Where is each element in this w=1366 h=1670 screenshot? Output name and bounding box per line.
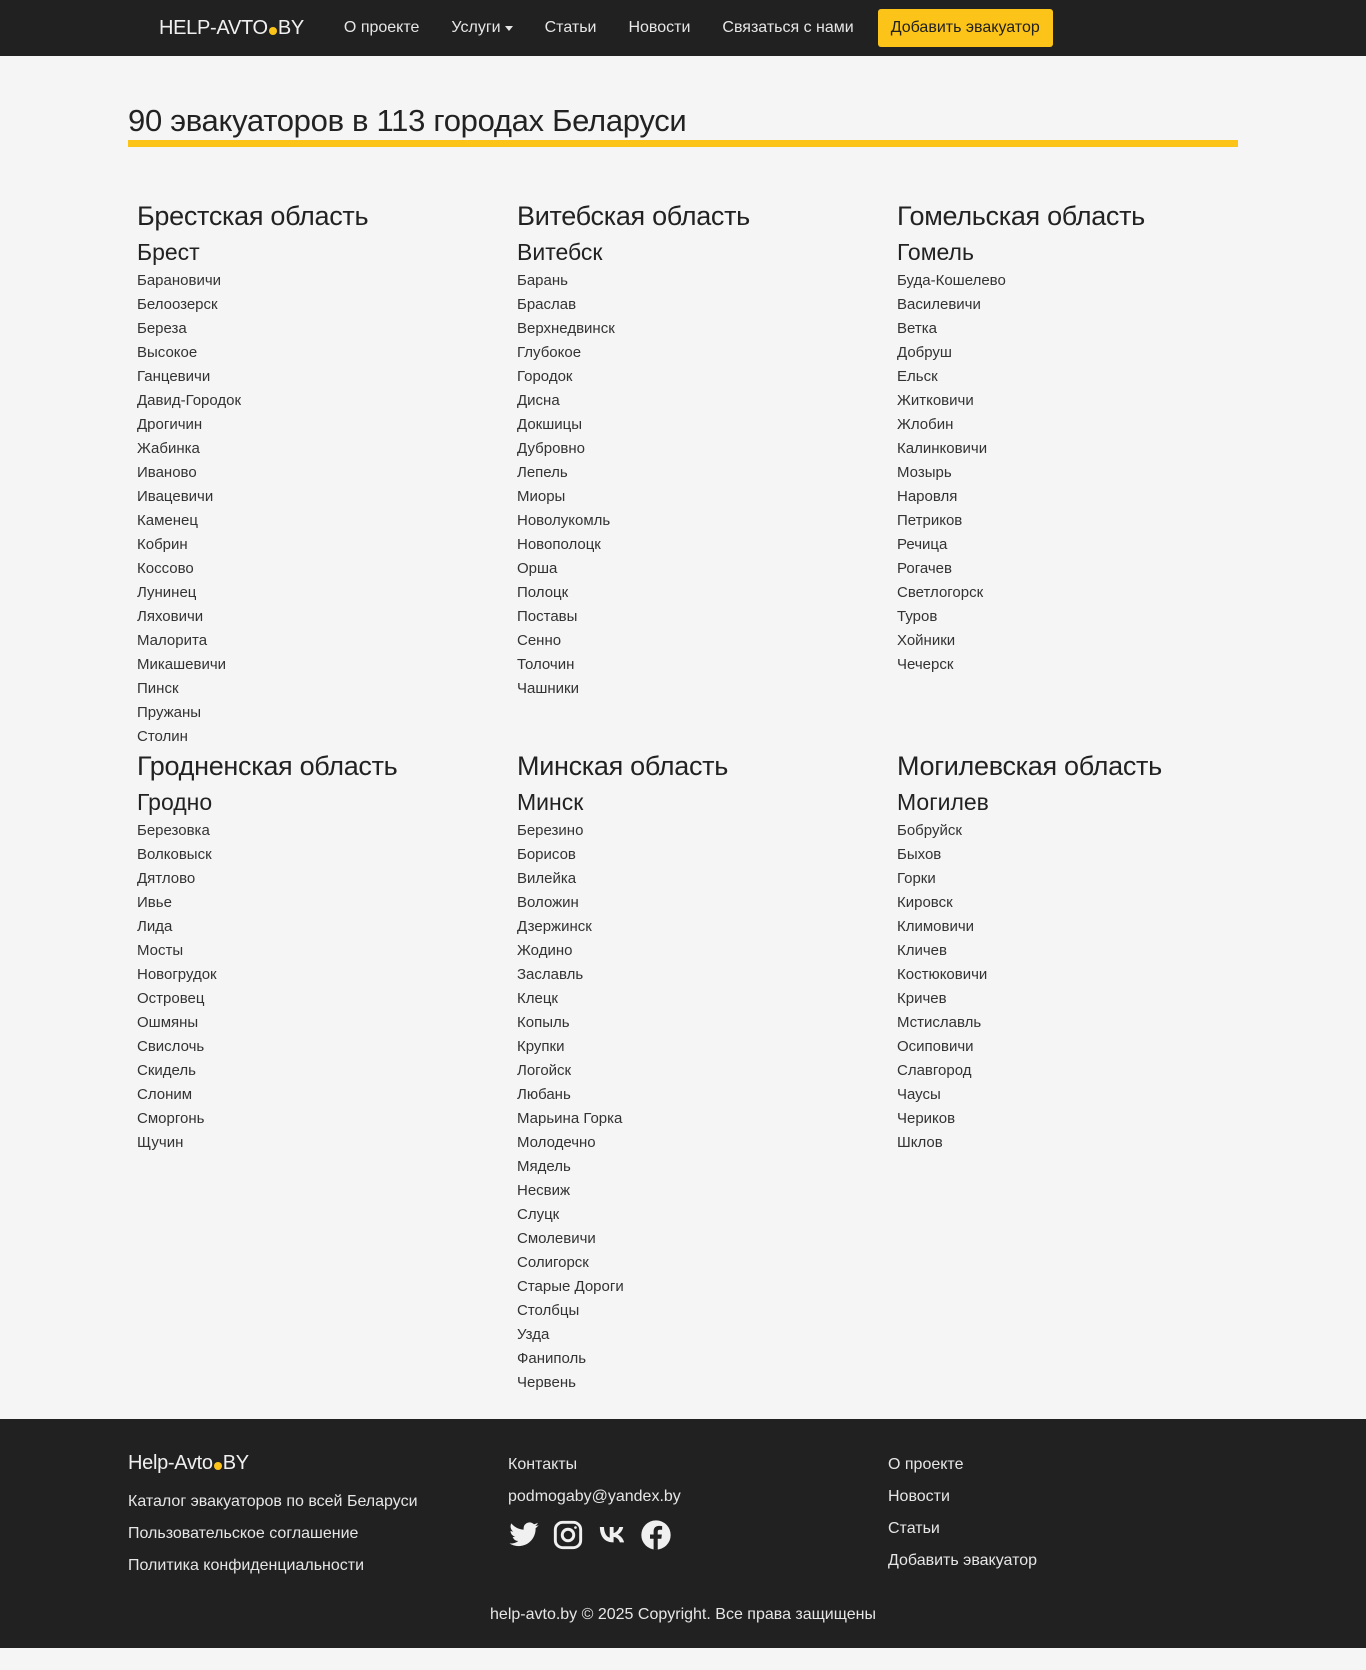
footer-col-about (128, 1449, 508, 1582)
city-link[interactable]: Мосты (137, 942, 184, 960)
city-link[interactable]: Сморгонь (137, 1110, 205, 1128)
city-link[interactable]: Лида (137, 918, 173, 936)
city-link[interactable]: Костюковичи (897, 966, 988, 984)
city-link[interactable]: Климовичи (897, 918, 975, 936)
footer-col-nav (888, 1449, 1268, 1582)
city-link[interactable]: Новополоцк (517, 536, 601, 554)
city-link[interactable]: Крупки (517, 1038, 565, 1056)
footer-brand-name: Help-Avto (128, 1452, 213, 1475)
city-link[interactable]: Полоцк (517, 584, 569, 602)
city-link[interactable]: Толочин (517, 656, 575, 674)
city-link[interactable]: Высокое (137, 344, 198, 362)
city-link[interactable]: Наровля (897, 488, 958, 506)
region-title: Брестская область (137, 201, 369, 232)
region-block (137, 199, 517, 749)
city-link[interactable]: Кобрин (137, 536, 188, 554)
city-link[interactable]: Рогачев (897, 560, 952, 578)
nav-link-articles[interactable]: Статьи (544, 19, 597, 36)
city-link[interactable]: Городок (517, 368, 573, 386)
city-link[interactable]: Скидель (137, 1062, 196, 1080)
city-link[interactable]: Лунинец (137, 584, 197, 602)
city-link[interactable]: Чериков (897, 1110, 956, 1128)
city-link[interactable]: Дубровно (517, 440, 586, 458)
city-link[interactable]: Березино (517, 822, 584, 840)
city-link[interactable]: Береза (137, 320, 187, 338)
nav-link-contact[interactable]: Связаться с нами (722, 19, 854, 36)
city-link[interactable]: Новолукомль (517, 512, 611, 530)
city-link[interactable]: Лепель (517, 464, 568, 482)
city-link[interactable]: Малорита (137, 632, 208, 650)
caret-down-icon (505, 26, 513, 31)
footer-link-terms[interactable]: Пользовательское соглашение (128, 1525, 359, 1543)
city-link[interactable]: Миоры (517, 488, 566, 506)
city-link[interactable]: Кричев (897, 990, 947, 1008)
city-link[interactable]: Барановичи (137, 272, 222, 290)
add-tow-truck-button[interactable]: Добавить эвакуатор (878, 9, 1053, 47)
city-link[interactable]: Логойск (517, 1062, 572, 1080)
city-link[interactable]: Давид-Городок (137, 392, 242, 410)
city-link[interactable]: Бобруйск (897, 822, 962, 840)
footer-email-link[interactable]: podmogaby@yandex.by (508, 1488, 681, 1506)
city-link[interactable]: Осиповичи (897, 1038, 974, 1056)
city-link[interactable]: Чаусы (897, 1086, 941, 1104)
city-link[interactable]: Слоним (137, 1086, 193, 1104)
nav-dropdown-services[interactable] (435, 19, 528, 37)
city-link[interactable]: Несвиж (517, 1182, 571, 1200)
city-link[interactable]: Чечерск (897, 656, 954, 674)
city-link[interactable]: Иваново (137, 464, 197, 482)
city-link[interactable]: Хойники (897, 632, 956, 650)
city-link[interactable]: Столбцы (517, 1302, 580, 1320)
city-link[interactable]: Свислочь (137, 1038, 205, 1056)
city-link[interactable]: Столин (137, 728, 188, 746)
city-link[interactable]: Червень (517, 1374, 576, 1392)
region-title: Гродненская область (137, 751, 398, 782)
city-link[interactable]: Щучин (137, 1134, 184, 1152)
vk-icon[interactable] (596, 1519, 628, 1551)
footer-link-catalog[interactable]: Каталог эвакуаторов по всей Беларуси (128, 1493, 418, 1511)
region-title: Могилевская область (897, 751, 1162, 782)
footer-link-add-tow-truck[interactable]: Добавить эвакуатор (888, 1552, 1038, 1570)
city-link[interactable]: Петриков (897, 512, 963, 530)
footer-brand-tld: BY (222, 1452, 249, 1475)
city-link[interactable]: Марьина Горка (517, 1110, 623, 1128)
city-link[interactable]: Калинковичи (897, 440, 988, 458)
city-link[interactable]: Ганцевичи (137, 368, 211, 386)
brand-dot-icon (269, 27, 277, 35)
city-link[interactable]: Жлобин (897, 416, 954, 434)
footer-link-articles[interactable]: Статьи (888, 1520, 940, 1538)
city-link[interactable]: Микашевичи (137, 656, 227, 674)
city-link[interactable]: Туров (897, 608, 938, 626)
city-link[interactable]: Браслав (517, 296, 577, 314)
footer-link-about[interactable]: О проекте (888, 1456, 964, 1474)
city-link[interactable]: Островец (137, 990, 205, 1008)
region-block (137, 749, 517, 1395)
region-block (517, 199, 897, 749)
footer-col-contacts (508, 1449, 888, 1582)
nav-services-label: Услуги (451, 19, 501, 36)
brand-name: HELP-AVTO (159, 16, 268, 39)
footer-contacts-label: Контакты (508, 1456, 578, 1474)
city-link[interactable]: Поставы (517, 608, 578, 626)
city-link[interactable]: Березовка (137, 822, 210, 840)
city-link[interactable]: Славгород (897, 1062, 972, 1080)
region-block (897, 749, 1247, 1395)
region-center-link[interactable]: Гродно (137, 789, 213, 816)
city-link[interactable]: Ельск (897, 368, 938, 386)
city-link[interactable]: Жабинка (137, 440, 200, 458)
brand-logo[interactable] (159, 17, 304, 40)
city-link[interactable]: Верхнедвинск (517, 320, 615, 338)
city-link[interactable]: Ошмяны (137, 1014, 199, 1032)
instagram-icon[interactable] (552, 1519, 584, 1551)
region-block (897, 199, 1247, 749)
city-link[interactable]: Вилейка (517, 870, 577, 888)
city-link[interactable]: Дрогичин (137, 416, 203, 434)
city-link[interactable]: Орша (517, 560, 558, 578)
city-link[interactable]: Жодино (517, 942, 573, 960)
city-link[interactable]: Клецк (517, 990, 558, 1008)
copyright-text: help-avto.by © 2025 Copyright. Все права защищены (490, 1606, 876, 1624)
region-center-link[interactable]: Брест (137, 239, 200, 266)
city-link[interactable]: Коссово (137, 560, 194, 578)
city-link[interactable]: Мстиславль (897, 1014, 982, 1032)
city-link[interactable]: Пинск (137, 680, 179, 698)
city-link[interactable]: Фаниполь (517, 1350, 587, 1368)
city-link[interactable]: Ивье (137, 894, 172, 912)
city-link[interactable]: Новогрудок (137, 966, 217, 984)
city-link[interactable]: Быхов (897, 846, 942, 864)
city-link[interactable]: Шклов (897, 1134, 943, 1152)
city-link[interactable]: Любань (517, 1086, 571, 1104)
city-link[interactable]: Ляховичи (137, 608, 204, 626)
city-link[interactable]: Горки (897, 870, 936, 888)
page-title: 90 эвакуаторов в 113 городах Беларуси (128, 104, 1238, 147)
city-link[interactable]: Воложин (517, 894, 579, 912)
city-link[interactable]: Кировск (897, 894, 953, 912)
region-title: Минская область (517, 751, 728, 782)
city-link[interactable]: Солигорск (517, 1254, 589, 1272)
city-link[interactable]: Мозырь (897, 464, 952, 482)
city-link[interactable]: Смолевичи (517, 1230, 596, 1248)
city-link[interactable]: Глубокое (517, 344, 582, 362)
footer-link-privacy[interactable]: Политика конфиденциальности (128, 1557, 365, 1575)
city-link[interactable]: Старые Дороги (517, 1278, 624, 1296)
city-link[interactable]: Речица (897, 536, 948, 554)
city-link[interactable]: Пружаны (137, 704, 202, 722)
region-center-link[interactable]: Витебск (517, 239, 603, 266)
city-link[interactable]: Барань (517, 272, 568, 290)
city-link[interactable]: Слуцк (517, 1206, 560, 1224)
city-link[interactable]: Докшицы (517, 416, 583, 434)
city-link[interactable]: Буда-Кошелево (897, 272, 1006, 290)
city-link[interactable]: Мядель (517, 1158, 571, 1176)
city-link[interactable]: Белоозерск (137, 296, 218, 314)
city-link[interactable]: Заславль (517, 966, 584, 984)
city-link[interactable]: Чашники (517, 680, 579, 698)
footer-brand[interactable] (128, 1452, 508, 1475)
city-link[interactable]: Житковичи (897, 392, 974, 410)
city-link[interactable]: Каменец (137, 512, 198, 530)
city-link[interactable]: Василевичи (897, 296, 981, 314)
city-link[interactable]: Дятлово (137, 870, 196, 888)
city-link[interactable]: Копыль (517, 1014, 570, 1032)
region-center-link[interactable]: Гомель (897, 239, 974, 266)
city-link[interactable]: Молодечно (517, 1134, 596, 1152)
city-link[interactable]: Волковыск (137, 846, 212, 864)
footer-brand-dot-icon (214, 1462, 222, 1470)
footer-link-news[interactable]: Новости (888, 1488, 950, 1506)
city-link[interactable]: Дисна (517, 392, 560, 410)
main-content (0, 56, 1366, 1395)
region-title: Гомельская область (897, 201, 1145, 232)
city-link[interactable]: Дзержинск (517, 918, 592, 936)
region-center-link[interactable]: Могилев (897, 789, 989, 816)
nav-link-news[interactable]: Новости (628, 19, 691, 36)
footer (0, 1419, 1366, 1648)
nav-link-about[interactable]: О проекте (343, 19, 420, 36)
region-title: Витебская область (517, 201, 750, 232)
facebook-icon[interactable] (640, 1519, 672, 1551)
social-links (508, 1519, 888, 1551)
city-link[interactable]: Ветка (897, 320, 937, 338)
city-link[interactable]: Кличев (897, 942, 947, 960)
top-navbar (0, 0, 1366, 56)
city-link[interactable]: Светлогорск (897, 584, 984, 602)
region-block (517, 749, 897, 1395)
city-link[interactable]: Добруш (897, 344, 952, 362)
region-center-link[interactable]: Минск (517, 789, 584, 816)
city-link[interactable]: Борисов (517, 846, 576, 864)
regions-grid (128, 199, 1366, 1395)
city-link[interactable]: Узда (517, 1326, 550, 1344)
city-link[interactable]: Ивацевичи (137, 488, 214, 506)
city-link[interactable]: Сенно (517, 632, 562, 650)
twitter-icon[interactable] (508, 1519, 540, 1551)
brand-tld: BY (277, 16, 304, 39)
